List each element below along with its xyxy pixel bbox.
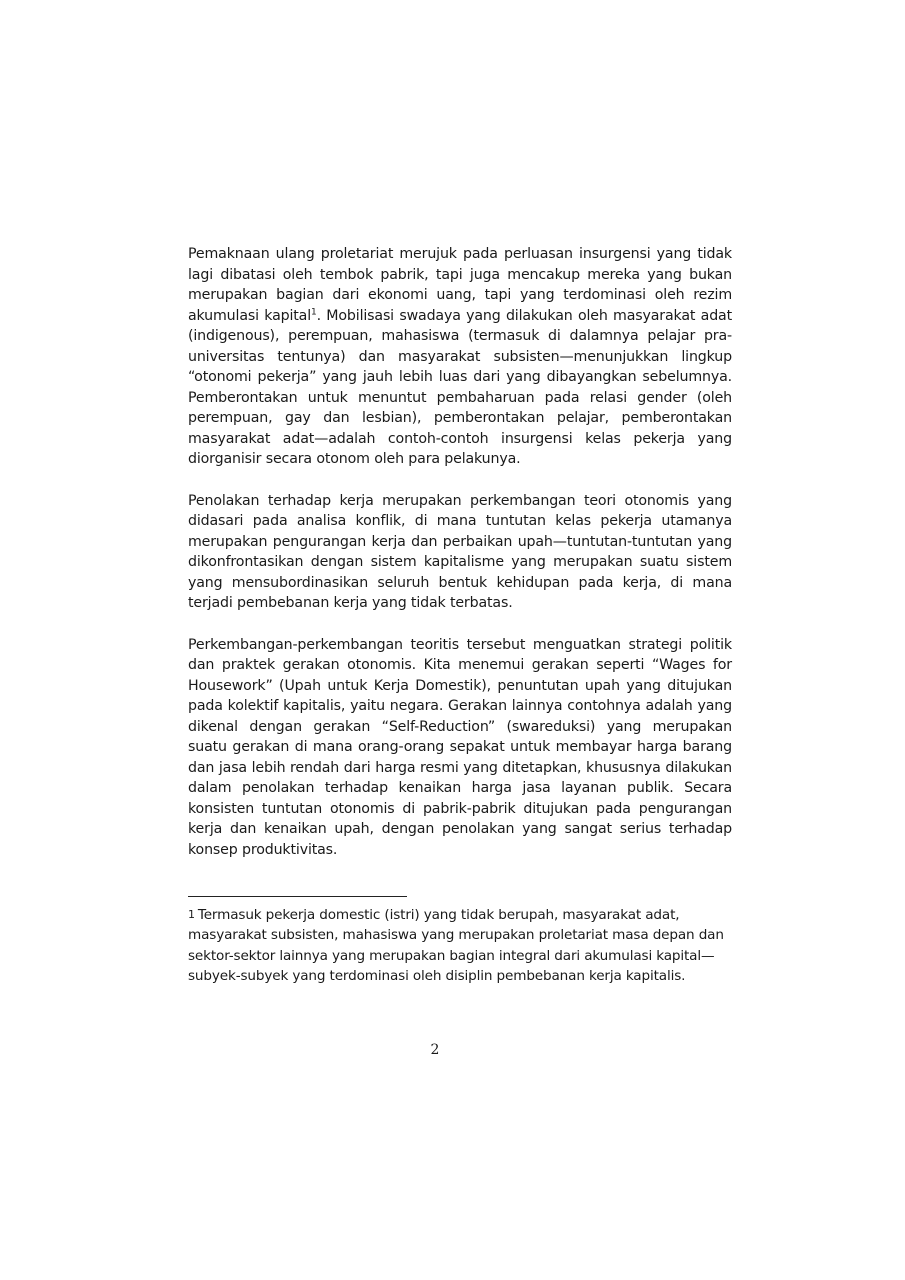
footnote (188, 905, 736, 986)
footnote-reference: 1 (311, 306, 317, 317)
paragraph-1-text-end: . Mobilisasi swadaya yang dilakukan oleh masyarakat adat (indigenous), perempuan, mahasiswa (termasuk di dalamnya pelajar pra-universitas tentunya) dan masyarakat subsisten—menunjukkan lingkup “otonomi pekerja” yang jauh lebih luas dari yang dibayangkan sebelumnya. Pemberontakan untuk menuntut pembaharuan pada relasi gender (oleh perempuan, gay dan lesbian), pemberontakan pelajar, pemberontakan masyarakat adat—adalah contoh-contoh insurgensi kelas pekerja yang diorganisir secara otonom oleh para pelakunya. (188, 307, 733, 467)
paragraph-2: Penolakan terhadap kerja merupakan perkembangan teori otonomis yang didasari pada analisa konflik, di mana tuntutan kelas pekerja utamanya merupakan pengurangan kerja dan perbaikan upah—tuntutan-tuntutan yang dikonfrontasikan dengan sistem kapitalisme yang merupakan suatu sistem yang mensubordinasikan seluruh bentuk kehidupan pada kerja, di mana terjadi pembebanan kerja yang tidak terbatas. (188, 492, 732, 611)
paragraph-3: Perkembangan-perkembangan teoritis tersebut menguatkan strategi politik dan praktek gerakan otonomis. Kita menemui gerakan seperti “Wages for Housework” (Upah untuk Kerja Domestik), penuntutan upah yang ditujukan pada kolektif kapitalis, yaitu negara. Gerakan lainnya contohnya adalah yang dikenal dengan gerakan “Self-Reduction” (swareduksi) yang merupakan suatu gerakan di mana orang-orang sepakat untuk membayar harga barang dan jasa lebih rendah dari harga resmi yang ditetapkan, khususnya dilakukan dalam penolakan terhadap kenaikan harga jasa layanan publik. Secara konsisten tuntutan otonomis di pabrik-pabrik ditujukan pada pengurangan kerja dan kenaikan upah, dengan penolakan yang sangat serius terhadap konsep produktivitas. (188, 636, 732, 858)
footnote-text: Termasuk pekerja domestic (istri) yang tidak berupah, masyarakat adat, masyarakat subsisten, mahasiswa yang merupakan proletariat masa depan dan sektor-sektor lainnya yang merupakan bagian integral dari akumulasi kapital—subyek-subyek yang terdominasi oleh disiplin pembebanan kerja kapitalis. (188, 907, 724, 984)
body-text (188, 244, 732, 881)
footnote-number: 1 (188, 908, 195, 921)
page-number: 2 (430, 1042, 440, 1058)
paragraph-1 (188, 244, 732, 470)
paragraph-1-text-start: Pemaknaan ulang proletariat merujuk pada perluasan insurgensi yang tidak lagi dibatasi oleh tembok pabrik, tapi juga mencakup mereka yang bukan merupakan bagian dari ekonomi uang, tapi yang terdominasi oleh rezim akumulasi kapital (188, 246, 732, 324)
footnote-divider (188, 896, 407, 897)
